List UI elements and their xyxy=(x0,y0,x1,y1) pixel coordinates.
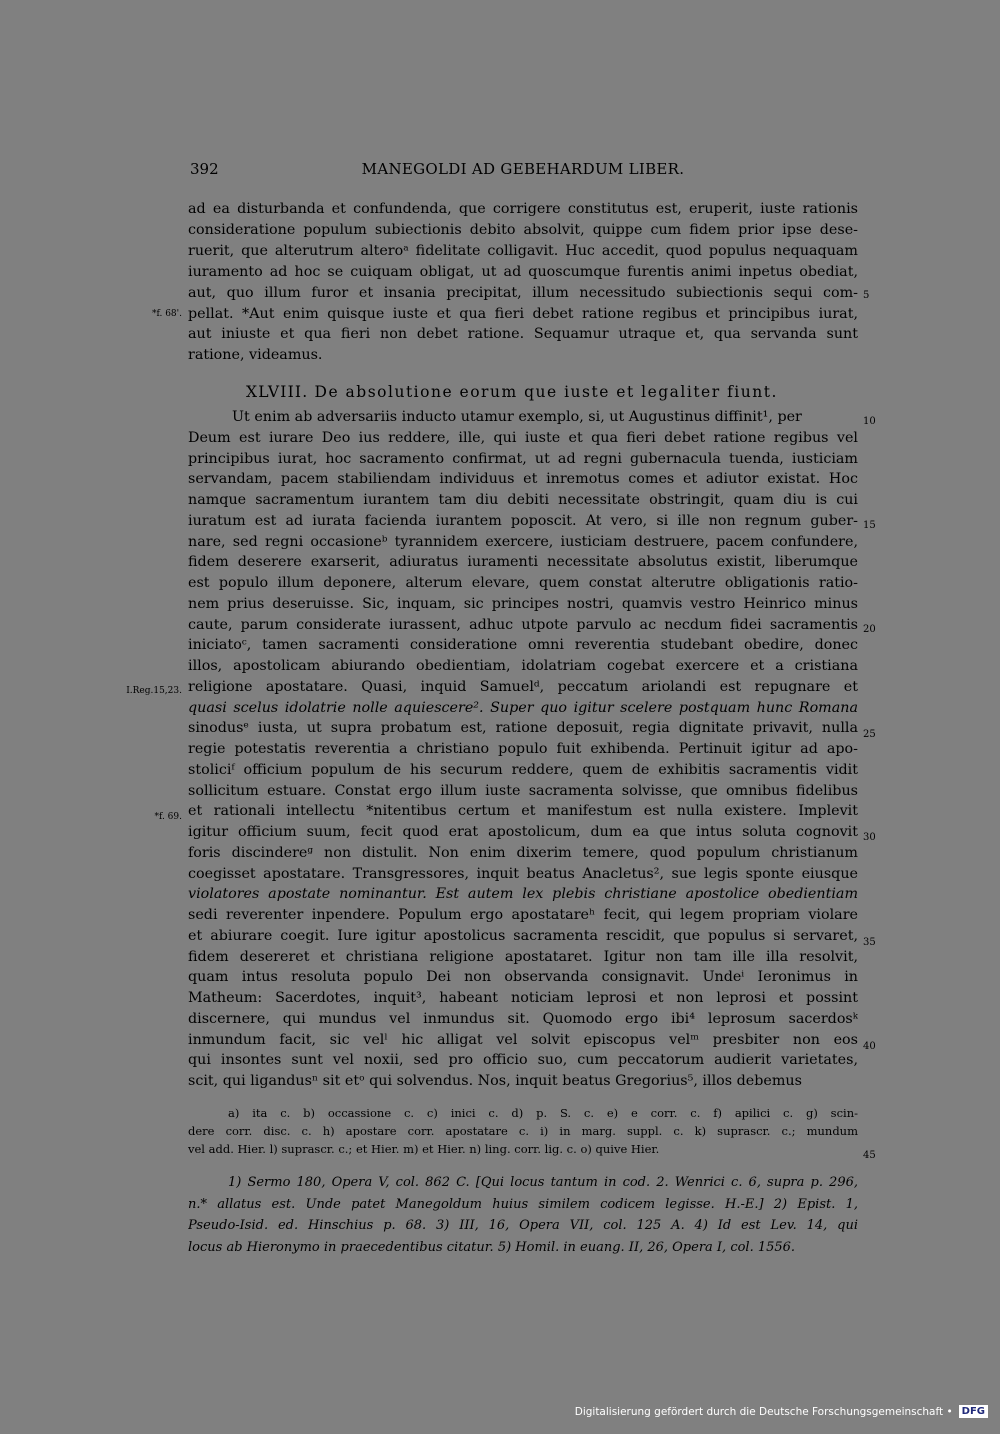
section-title: De absolutione eorum que iuste et legaliter fiunt. xyxy=(314,383,778,401)
text-line: aut iniuste et qua fieri non debet ratione. Sequamur utraque et, qua servanda sunt xyxy=(188,326,858,343)
dfg-logo: DFG xyxy=(959,1405,988,1418)
text-line: coegisset apostatare. Transgressores, inquit beatus Anacletus², sue legis sponte eiusque xyxy=(188,865,858,882)
source-note: 1) Sermo 180, Opera V, col. 862 C. [Qui locus tantum in cod. 2. Wenrici c. 6, supra p. 296, xyxy=(228,1175,858,1190)
variant-note: dere corr. disc. c. h) apostare corr. apostatare c. i) in marg. suppl. c. k) suprascr. c.; mundum xyxy=(188,1124,858,1138)
text-line: Matheum: Sacerdotes, inquit³, habeant noticiam leprosi et non leprosi et possint xyxy=(188,990,858,1006)
text-line: inmundum facit, sic velˡ hic alligat vel solvit episcopus velᵐ presbiter non eos xyxy=(188,1031,858,1048)
footer-credit xyxy=(575,1405,988,1418)
variant-note: vel add. Hier. l) suprascr. c.; et Hier. m) et Hier. n) ling. corr. lig. c. o) quive Hier. xyxy=(188,1142,660,1156)
text-line: namque sacramentum iurantem tam diu debiti necessitate obstringit, quam diu is cui xyxy=(188,492,858,508)
text-line: stoliciᶠ officium populum de his securum reddere, quem de exhibitis sacramentis vidit xyxy=(188,761,858,778)
credit-text: Digitalisierung gefördert durch die Deutsche Forschungsgemeinschaft • xyxy=(574,1405,953,1418)
text-line: servandam, pacem stabiliendam individuus et inremotus comes et adiutor existat. Hoc xyxy=(188,471,858,488)
text-line: illos, apostolicam abiurando obedientiam, idolatriam cogebat exercere et a cristiana xyxy=(188,658,858,674)
line-number: 45 xyxy=(863,1150,876,1161)
text-line: ruerit, que alterutrum alteroᵃ fidelitate colligavit. Huc accedit, quod populus nequaquam xyxy=(188,242,858,259)
text-line: foris discindereᵍ non distulit. Non enim dixerim temere, quod populum christianum xyxy=(188,844,858,861)
text-line: igitur officium suum, fecit quod erat apostolicum, dum ea que intus soluta cognovit xyxy=(188,824,858,840)
line-number: 20 xyxy=(863,624,876,635)
line-number: 5 xyxy=(863,290,870,301)
text-line: scit, qui ligandusⁿ sit etᵒ qui solvendus. Nos, inquit beatus Gregorius⁵, illos debemus xyxy=(188,1073,802,1089)
text-line: religione apostatare. Quasi, inquid Samuelᵈ, peccatum ariolandi est repugnare et xyxy=(188,678,858,695)
line-number: 25 xyxy=(863,729,876,740)
page-number: 392 xyxy=(190,160,219,178)
page-header xyxy=(190,160,856,184)
line-number: 10 xyxy=(863,416,876,427)
text-line: ad ea disturbanda et confundenda, que corrigere constitutus est, eruperit, iuste rationis xyxy=(188,201,858,217)
text-line: nare, sed regni occasioneᵇ tyrannidem exercere, iusticiam destruere, pacem confundere, xyxy=(188,533,858,550)
text-line: iniciatoᶜ, tamen sacramenti consideratione omni reverentia studebant obedire, donec xyxy=(188,637,858,654)
text-line: caute, parum considerate iurassent, adhuc utpote parvulo ac necdum fidei sacramentis xyxy=(188,616,858,633)
text-line: fidem deserere exarserit, adiuratus iuramenti necessitate absolutus existit, liberumque xyxy=(188,554,858,571)
text-line: quam intus resoluta populo Dei non observanda consignavit. Undeⁱ Ieronimus in xyxy=(188,969,858,986)
running-title: MANEGOLDI AD GEBEHARDUM LIBER. xyxy=(361,160,685,178)
text-line: consideratione populum subiectionis debito absolvit, quippe cum fidem prior ipse dese- xyxy=(188,221,858,238)
margin-note: *f. 69. xyxy=(154,812,182,822)
text-line: nem prius deseruisse. Sic, inquam, sic principes nostri, quamvis vestro Heinrico minus xyxy=(188,595,858,612)
text-line: iuramento ad hoc se cuiquam obligat, ut ad quoscumque furentis animi inpetus obediat, xyxy=(188,263,858,280)
source-note: n.* allatus est. Unde patet Manegoldum huius similem codicem legisse. H.-E.] 2) Epist. 1, xyxy=(188,1196,858,1212)
line-number: 40 xyxy=(863,1041,876,1052)
text-line: ratione, videamus. xyxy=(188,347,323,364)
text-line: iuratum est ad iurata facienda iurantem poposcit. At vero, si ille non regnum guber- xyxy=(188,512,858,529)
text-line: regie potestatis reverentia a christiano populo fuit exhibenda. Pertinuit igitur ad apo- xyxy=(188,741,858,757)
section-numeral: XLVIII. xyxy=(246,383,309,401)
text-line: violatores apostate nominantur. Est autem lex plebis christiane apostolice obedientiam xyxy=(188,886,858,903)
text-line: quasi scelus idolatrie nolle aquiescere². Super quo igitur scelere postquam hunc Romana xyxy=(188,699,858,716)
source-note: locus ab Hieronymo in praecedentibus citatur. 5) Homil. in euang. II, 26, Opera I, col. 1556. xyxy=(188,1239,796,1255)
line-number: 15 xyxy=(863,520,876,531)
margin-note: *f. 68'. xyxy=(151,309,182,319)
text-line: pellat. *Aut enim quisque iuste et qua fieri debet ratione regibus et principibus iurat, xyxy=(188,305,858,322)
text-line: sinodusᵉ iusta, ut supra probatum est, ratione deposuit, regia dignitate privavit, nulla xyxy=(188,720,858,737)
margin-note: I.Reg.15,23. xyxy=(126,686,182,696)
source-note: Pseudo-Isid. ed. Hinschius p. 68. 3) III, 16, Opera VII, col. 125 A. 4) Id est Lev. 14, qui xyxy=(188,1218,858,1233)
section-heading xyxy=(246,383,778,401)
text-line: et rationali intellectu *nitentibus certum et manifestum est nulla existere. Implevit xyxy=(188,803,858,820)
text-line: discernere, qui mundus vel inmundus sit. Quomodo ergo ibi⁴ leprosum sacerdosᵏ xyxy=(188,1010,858,1027)
text-line: et abiurare coegit. Iure igitur apostolicus sacramenta rescidit, que populus si servaret, xyxy=(188,927,858,944)
text-line: principibus iurat, hoc sacramento confirmat, ut ad regni gubernacula tuenda, iusticiam xyxy=(188,450,858,467)
text-line: est populo illum deponere, alterum elevare, quem constat alterutre obligationis ratio- xyxy=(188,575,858,591)
text-line: Deum est iurare Deo ius reddere, ille, qui iuste et qua fieri debet ratione regibus vel xyxy=(188,429,858,446)
line-number: 35 xyxy=(863,937,876,948)
variant-note: a) ita c. b) occassione c. c) inici c. d) p. S. c. e) e corr. c. f) apilici c. g) scin- xyxy=(228,1106,858,1120)
line-number: 30 xyxy=(863,832,876,843)
text-line: fidem desereret et christiana religione apostataret. Igitur non tam ille illa resolvit, xyxy=(188,948,858,965)
text-line: sedi reverenter inpendere. Populum ergo apostatareʰ fecit, qui legem propriam violare xyxy=(188,907,858,923)
text-line: qui insontes sunt vel noxii, sed pro officio suo, cum peccatorum audierit varietates, xyxy=(188,1052,858,1069)
text-line: aut, quo illum furor et insania precipitat, illum necessitudo subiectionis sequi com- xyxy=(188,284,858,301)
text-line: Ut enim ab adversariis inducto utamur exemplo, si, ut Augustinus diffinit¹, per xyxy=(232,409,802,425)
text-line: sollicitum estuare. Constat ergo illum iuste sacramenta solvisse, que omnibus fidelibus xyxy=(188,782,858,799)
